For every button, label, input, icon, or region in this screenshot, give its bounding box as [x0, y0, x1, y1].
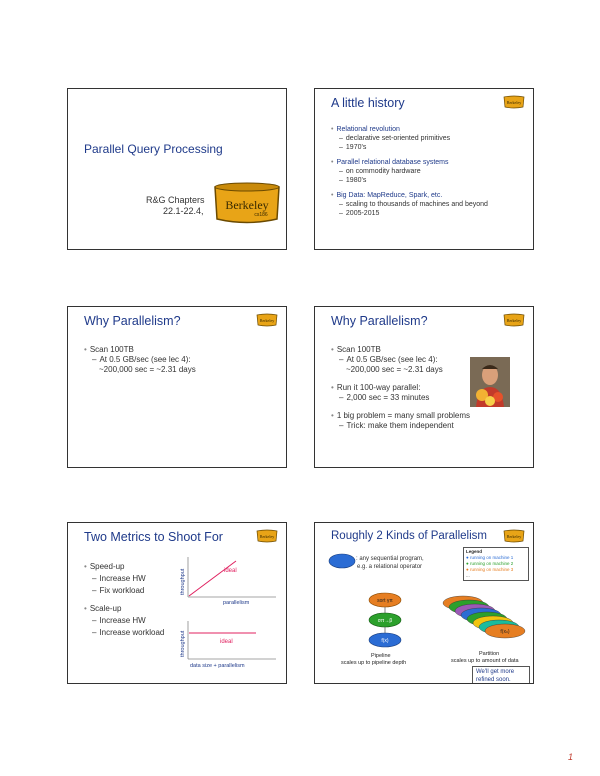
speedup-ideal-label: ideal [224, 568, 237, 574]
legend [463, 547, 529, 581]
bullet: Big Data: MapReduce, Spark, etc. [336, 192, 443, 199]
slide-title: Why Parallelism? [331, 314, 428, 328]
scaleup-xlabel: data size + parallelism [190, 663, 245, 669]
bullet-list: • Speed-up – Increase HW – Fix workload • Scale-up – Increase HW – Increase workload [84, 562, 165, 637]
bullet: 1 big problem = many small problems [336, 411, 470, 420]
bullet: Scan 100TB [336, 345, 381, 354]
berkeley-logo-icon [503, 529, 525, 543]
blob-desc-2: e.g. a relational operator [357, 564, 423, 570]
berkeley-logo-icon [256, 313, 278, 327]
berkeley-logo-icon [256, 529, 278, 543]
partition-diagram [435, 589, 530, 649]
slide-why-parallelism-1 [67, 306, 287, 468]
sub-bullet: 1970's [345, 144, 367, 151]
slide-two-metrics [67, 522, 287, 684]
page-number: 1 [568, 752, 574, 762]
legend-dot: ● [466, 561, 469, 566]
speedup-ideal-line [189, 561, 236, 596]
sub-bullet: Trick: make them independent [346, 421, 454, 430]
slide-parallel-query-processing [67, 88, 287, 250]
slide-title: Parallel Query Processing [84, 142, 223, 156]
svg-text:Berkeley: Berkeley [506, 100, 522, 105]
berkeley-logo-text: Berkeley [225, 198, 269, 212]
legend-dot: ● [466, 555, 469, 560]
partition-caption: scales up to amount of data [451, 658, 519, 664]
bullet: Speed-up [89, 562, 125, 571]
blob-desc-1: : any sequential program, [356, 556, 424, 562]
slide-why-parallelism-2 [314, 306, 534, 468]
berkeley-logo-icon [503, 95, 525, 109]
legend-title: Legend [466, 549, 483, 554]
berkeley-logo-icon [503, 313, 525, 327]
bullet: Scan 100TB [89, 345, 134, 354]
partition-label: Partition [479, 651, 500, 657]
legend-label: ... [466, 573, 470, 578]
note-line-2: refined soon. [476, 677, 511, 683]
sub-bullet: At 0.5 GB/sec (see lec 4): [99, 355, 191, 364]
bullet: Scale-up [89, 604, 122, 613]
sub-bullet: 2,000 sec = 33 minutes [346, 393, 430, 402]
note-line-1: We'll get more [476, 669, 515, 675]
scaleup-chart [176, 619, 281, 669]
legend-label: running on machine 2 [469, 561, 514, 566]
slide-title: A little history [331, 96, 405, 110]
berkeley-logo [211, 181, 283, 226]
sub-bullet: Increase HW [99, 574, 146, 583]
pipeline-stage-mid-label: σπ→β [377, 618, 393, 624]
svg-text:Berkeley: Berkeley [259, 318, 275, 323]
sub-bullet: ~200,000 sec = ~2.31 days [346, 365, 443, 374]
chapters-line1: R&G Chapters [146, 195, 205, 205]
speedup-chart [176, 555, 281, 605]
sub-bullet: 1980's [345, 177, 367, 184]
pipeline-stage-top-label: sort γπ [377, 598, 393, 604]
legend-label: running on machine 3 [469, 567, 514, 572]
svg-text:Berkeley: Berkeley [506, 318, 522, 323]
refined-note [472, 666, 530, 684]
legend-label: running on machine 1 [469, 555, 514, 560]
blob-icon [328, 553, 356, 569]
partition-front-label: f(xₙ) [500, 629, 510, 635]
sub-bullet: 2005-2015 [345, 210, 380, 217]
person-photo [470, 357, 510, 407]
bullet-list: • Relational revolution – declarative set-oriented primitives – 1970's • Parallel relational database systems – on commodity hardware – 1980's • Big Data: MapReduce, Spark, etc. – scaling to thousands of machines and beyond – 2005-2015 [331, 126, 488, 217]
legend-dot: ● [466, 567, 469, 572]
sub-bullet: Fix workload [99, 586, 145, 595]
sub-bullet: At 0.5 GB/sec (see lec 4): [346, 355, 438, 364]
pipeline-caption: scales up to pipeline depth [341, 660, 407, 666]
scaleup-ideal-label: ideal [220, 639, 233, 645]
slide-a-little-history [314, 88, 534, 250]
scaleup-ylabel: throughput [180, 630, 186, 657]
sub-bullet: ~200,000 sec = ~2.31 days [99, 365, 196, 374]
berkeley-logo-sub: cs186 [254, 212, 268, 218]
pipeline-stage-bot-label: f(x) [381, 638, 389, 644]
sub-bullet: Increase HW [99, 616, 146, 625]
speedup-ylabel: throughput [180, 568, 186, 595]
pipeline-label: Pipeline [371, 653, 391, 659]
sub-bullet: Increase workload [99, 628, 165, 637]
sub-bullet: on commodity hardware [345, 168, 421, 175]
sub-bullet: scaling to thousands of machines and beyond [345, 201, 488, 208]
chapters-line2: 22.1-22.4, [163, 206, 204, 216]
bullet-list: • Scan 100TB – At 0.5 GB/sec (see lec 4): ~200,000 sec = ~2.31 days [84, 345, 196, 374]
bullet: Run it 100-way parallel: [336, 383, 421, 392]
svg-text:Berkeley: Berkeley [259, 534, 275, 539]
bullet: Relational revolution [336, 126, 400, 133]
slide-title: Roughly 2 Kinds of Parallelism [331, 530, 487, 542]
bullet: Parallel relational database systems [336, 159, 449, 166]
svg-text:Berkeley: Berkeley [506, 534, 522, 539]
speedup-xlabel: parallelism [223, 600, 250, 605]
bullet-list: • Scan 100TB – At 0.5 GB/sec (see lec 4): ~200,000 sec = ~2.31 days • Run it 100-way parallel: – 2,000 sec = 33 minutes • 1 big problem = many small problems – Trick: make them independent [331, 345, 470, 430]
sub-bullet: declarative set-oriented primitives [345, 135, 451, 142]
slide-two-kinds-parallelism [314, 522, 534, 684]
slide-title: Two Metrics to Shoot For [84, 530, 223, 544]
pipeline-diagram [355, 591, 415, 651]
slide-title: Why Parallelism? [84, 314, 181, 328]
